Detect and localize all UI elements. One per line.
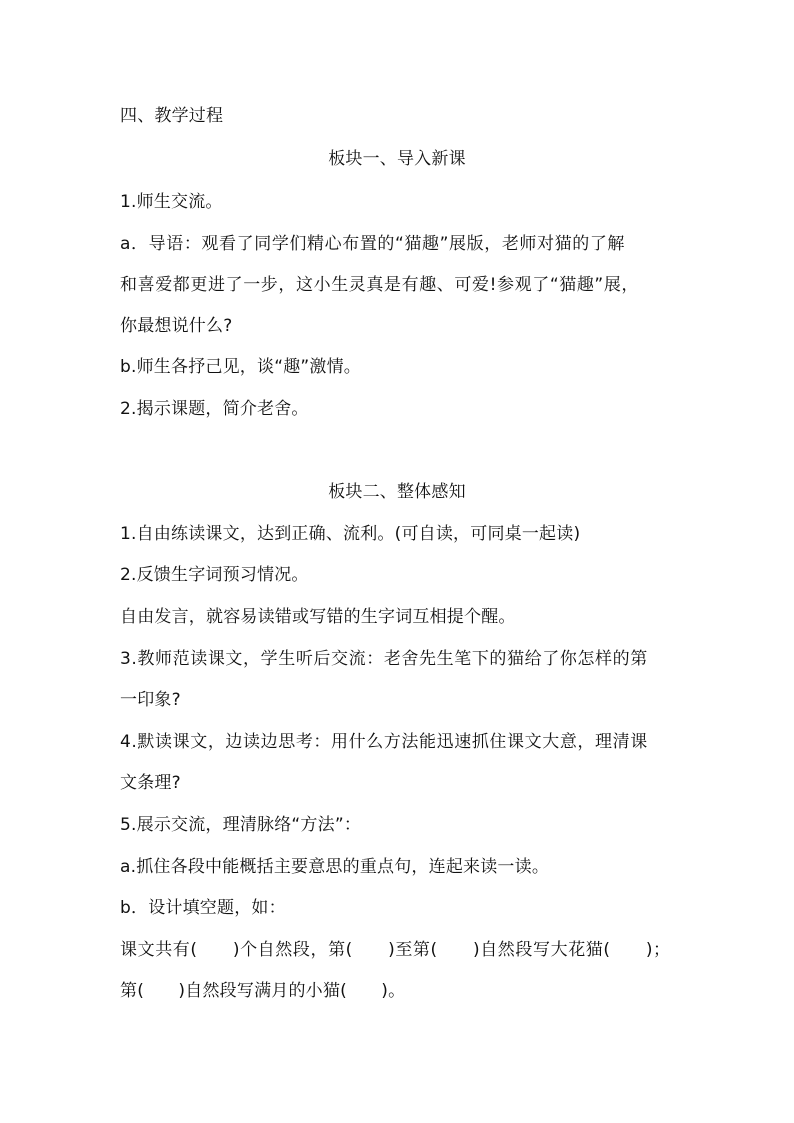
block1-title: 板块一、导入新课 [328, 149, 466, 169]
block2-line-9: a.抓住各段中能概括主要意思的重点句，连起来读一读。 [120, 857, 550, 877]
block2-line-3: 自由发言，就容易读错或写错的生字词互相提个醒。 [120, 607, 516, 627]
block2-line-6: 4.默读课文，边读边思考：用什么方法能迅速抓住课文大意，理清课 [120, 732, 648, 752]
block2-line-2: 2.反馈生字词预习情况。 [120, 565, 309, 585]
block2-line-1: 1.自由练读课文，达到正确、流利。(可自读，可同桌一起读) [120, 524, 581, 544]
block2-line-10: b．设计填空题，如： [120, 898, 286, 918]
block2-line-12: 第( )自然段写满月的小猫( )。 [120, 981, 406, 1001]
block1-line-2: a．导语：观看了同学们精心布置的“猫趣”展版，老师对猫的了解 [120, 234, 626, 254]
block1-line-4: 你最想说什么? [120, 316, 233, 336]
block1-line-1: 1.师生交流。 [120, 192, 223, 212]
block2-line-8: 5.展示交流，理清脉络“方法”： [120, 815, 362, 835]
block2-title: 板块二、整体感知 [328, 482, 466, 502]
block2-line-5: 一印象? [120, 690, 181, 710]
section-heading: 四、教学过程 [120, 106, 224, 126]
block2-line-7: 文条理? [120, 773, 181, 793]
block2-line-11: 课文共有( )个自然段，第( )至第( )自然段写大花猫( )； [120, 940, 671, 960]
block1-line-6: 2.揭示课题，简介老舍。 [120, 399, 309, 419]
block1-line-3: 和喜爱都更进了一步，这小生灵真是有趣、可爱!参观了“猫趣”展， [120, 275, 640, 295]
block1-line-5: b.师生各抒己见，谈“趣”激情。 [120, 357, 362, 377]
block2-line-4: 3.教师范读课文，学生听后交流：老舍先生笔下的猫给了你怎样的第 [120, 649, 648, 669]
